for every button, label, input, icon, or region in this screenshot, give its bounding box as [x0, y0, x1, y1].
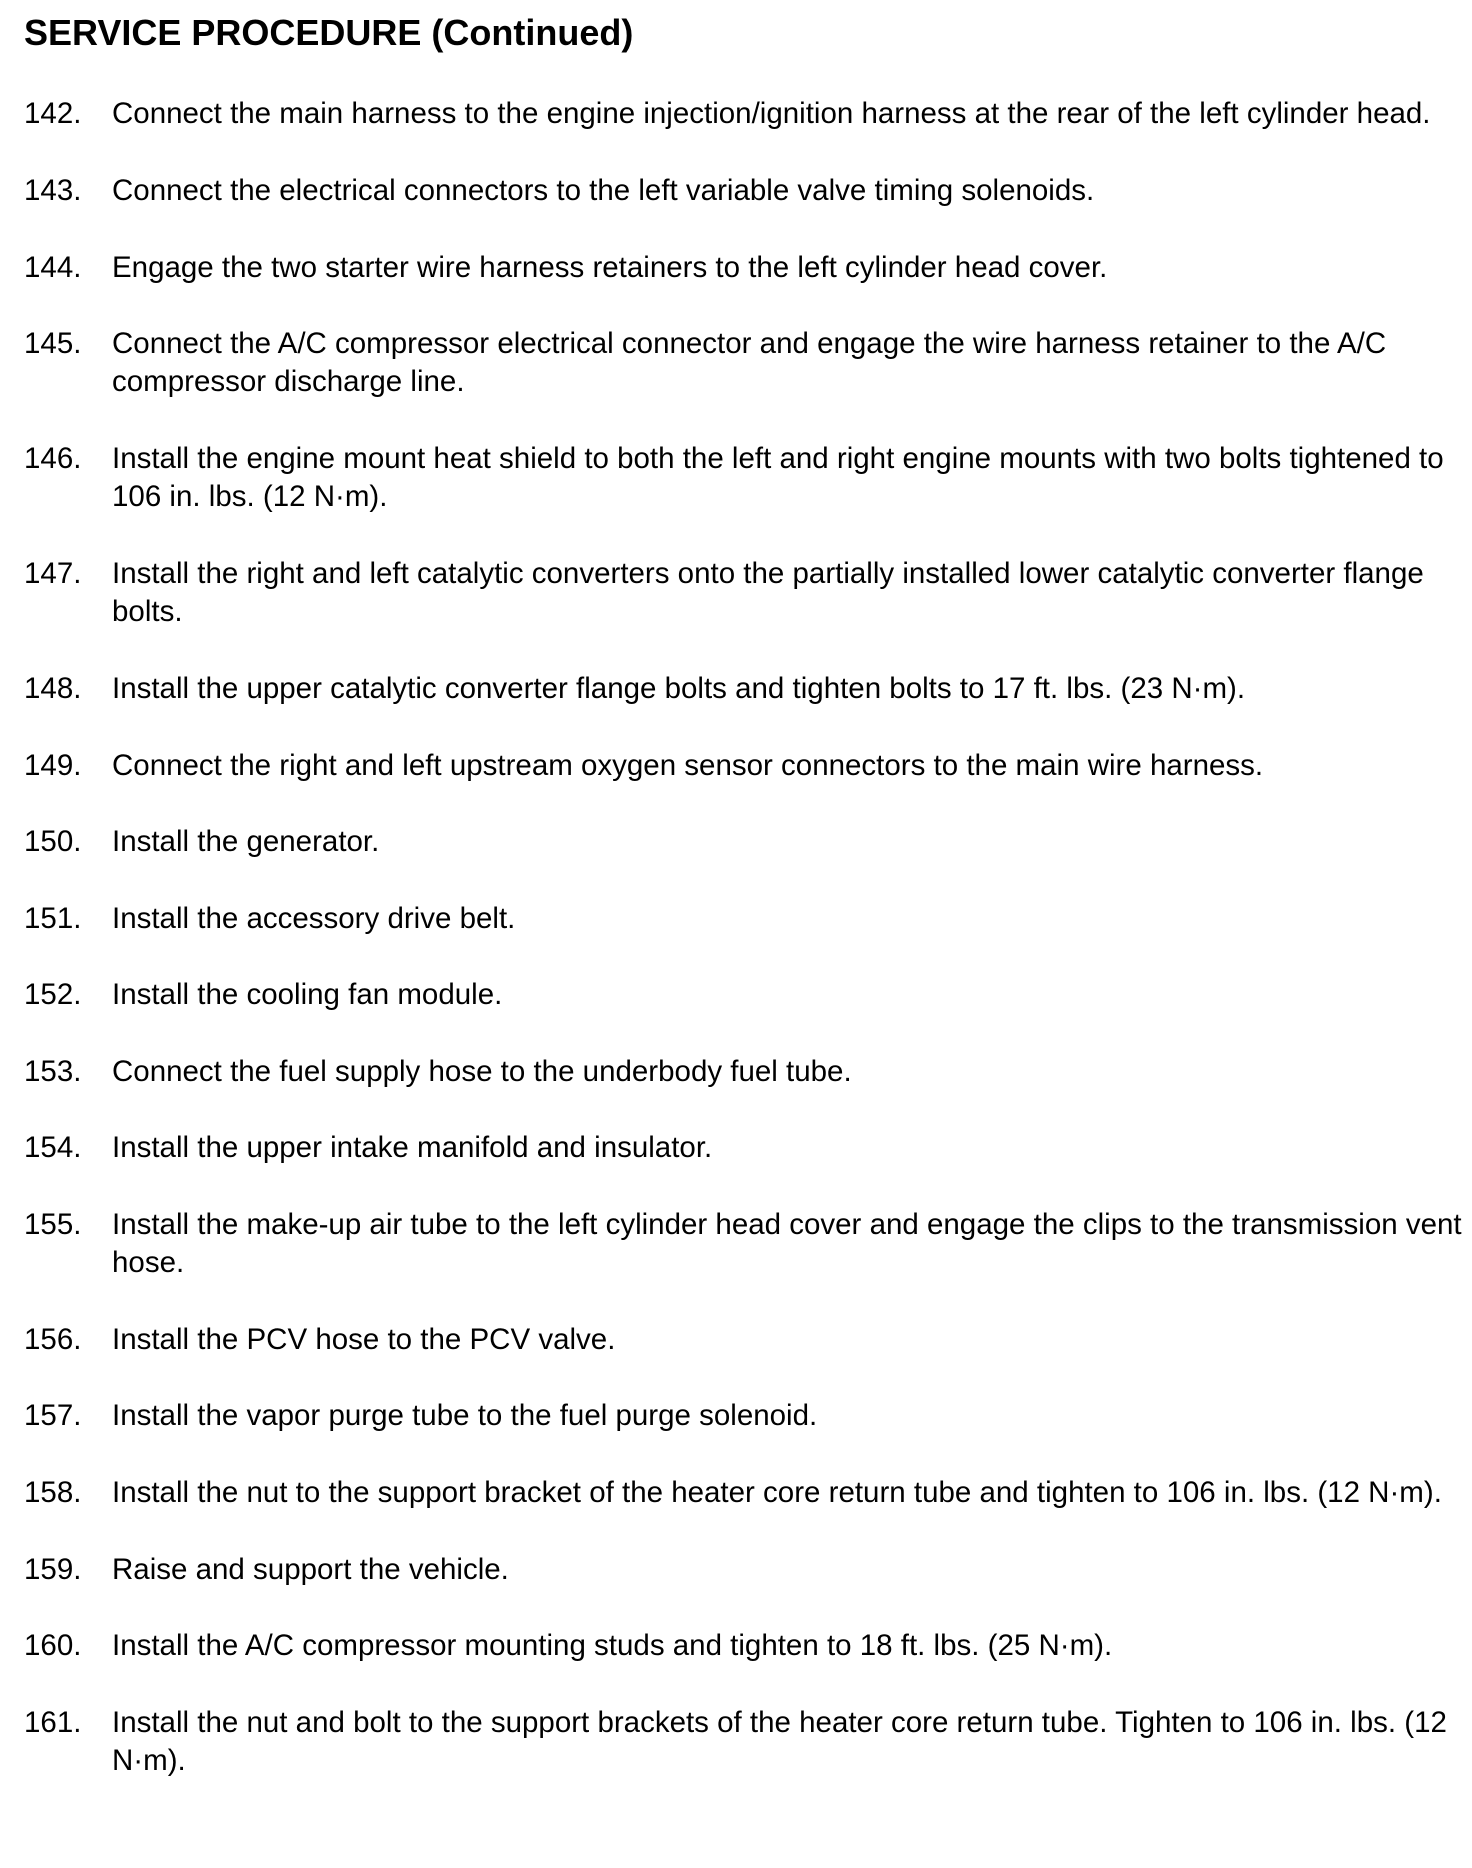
step-number: 145.: [24, 327, 82, 360]
step-number: 153.: [24, 1054, 82, 1088]
step-number: 159.: [24, 1552, 82, 1586]
procedure-step: [24, 325, 1464, 401]
step-text: Install the accessory drive belt.: [112, 901, 516, 935]
procedure-step: [24, 1627, 1464, 1665]
step-text: Raise and support the vehicle.: [112, 1552, 509, 1586]
step-number: 144.: [24, 250, 82, 284]
procedure-step: [24, 440, 1464, 516]
step-number: 160.: [24, 1629, 82, 1662]
step-number: 154.: [24, 1131, 82, 1164]
procedure-step: [24, 976, 1464, 1014]
procedure-step: [24, 1206, 1464, 1282]
step-text: Connect the main harness to the engine injection/ignition harness at the rear of the left cylinder head.: [112, 97, 1431, 130]
step-number: 148.: [24, 672, 82, 705]
step-text: Install the right and left catalytic converters onto the partially installed lower catalytic converter flange bolts.: [112, 557, 1424, 628]
procedure-step: [24, 900, 1464, 938]
step-number: 149.: [24, 748, 82, 782]
step-text: Install the nut and bolt to the support brackets of the heater core return tube. Tighten to 106 in. lbs. (12 N·m).: [112, 1705, 1447, 1777]
procedure-step: [24, 747, 1464, 785]
step-number: 157.: [24, 1399, 82, 1432]
procedure-step: [24, 249, 1464, 287]
step-text: Install the cooling fan module.: [112, 978, 503, 1011]
step-number: 161.: [24, 1705, 82, 1739]
step-text: Engage the two starter wire harness retainers to the left cylinder head cover.: [112, 250, 1108, 284]
step-number: 151.: [24, 901, 82, 935]
step-text: Install the upper catalytic converter flange bolts and tighten bolts to 17 ft. lbs. (23 N·m).: [112, 672, 1246, 705]
step-text: Connect the right and left upstream oxygen sensor connectors to the main wire harness.: [112, 748, 1264, 782]
procedure-step: [24, 1053, 1464, 1091]
step-text: Install the nut to the support bracket of the heater core return tube and tighten to 106 in. lbs. (12 N·m).: [112, 1475, 1442, 1509]
procedure-step: [24, 555, 1464, 631]
step-number: 147.: [24, 557, 82, 590]
procedure-step: [24, 670, 1464, 708]
step-text: Install the upper intake manifold and insulator.: [112, 1131, 713, 1164]
step-number: 158.: [24, 1475, 82, 1509]
procedure-step: [24, 1551, 1464, 1589]
procedure-step: [24, 823, 1464, 861]
procedure-steps-list: [24, 95, 1464, 1819]
page-title: SERVICE PROCEDURE (Continued): [24, 12, 634, 53]
step-number: 150.: [24, 825, 82, 858]
procedure-step: [24, 1397, 1464, 1435]
step-number: 156.: [24, 1322, 82, 1356]
step-text: Install the vapor purge tube to the fuel purge solenoid.: [112, 1399, 818, 1432]
step-text: Connect the fuel supply hose to the underbody fuel tube.: [112, 1054, 852, 1088]
step-number: 142.: [24, 97, 82, 130]
step-text: Install the A/C compressor mounting studs and tighten to 18 ft. lbs. (25 N·m).: [112, 1629, 1113, 1662]
step-text: Install the PCV hose to the PCV valve.: [112, 1322, 616, 1356]
step-number: 152.: [24, 978, 82, 1011]
procedure-step: [24, 1704, 1464, 1780]
step-text: Install the engine mount heat shield to both the left and right engine mounts with two bolts tightened to 106 in. lbs. (12 N·m).: [112, 442, 1444, 513]
step-text: Connect the A/C compressor electrical connector and engage the wire harness retainer to the A/C compressor discharge line.: [112, 327, 1387, 398]
step-text: Connect the electrical connectors to the left variable valve timing solenoids.: [112, 174, 1095, 207]
step-text: Install the generator.: [112, 825, 380, 858]
procedure-step: [24, 95, 1464, 133]
procedure-step: [24, 172, 1464, 210]
step-number: 155.: [24, 1207, 82, 1241]
step-text: Install the make-up air tube to the left cylinder head cover and engage the clips to the transmission vent hose.: [112, 1207, 1462, 1279]
procedure-step: [24, 1321, 1464, 1359]
procedure-step: [24, 1474, 1464, 1512]
step-number: 146.: [24, 442, 82, 475]
step-number: 143.: [24, 174, 82, 207]
procedure-step: [24, 1129, 1464, 1167]
